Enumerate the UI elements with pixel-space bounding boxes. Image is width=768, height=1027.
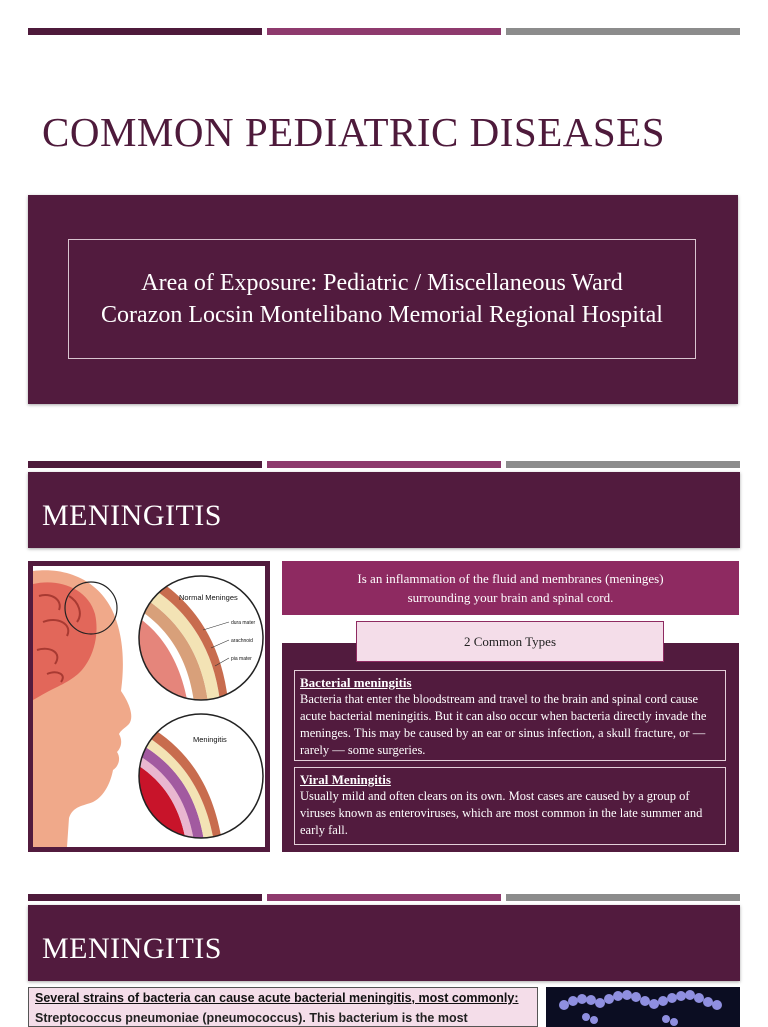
meninges-diagram: [33, 566, 265, 847]
bacterial-title: Bacterial meningitis: [300, 675, 412, 690]
definition-line-1: Is an inflammation of the fluid and membranes (meninges): [357, 571, 664, 586]
exposure-line: Area of Exposure: Pediatric / Miscellaneous Ward: [141, 270, 623, 296]
definition-line-2: surrounding your brain and spinal cord.: [407, 590, 614, 605]
definition-box: [282, 561, 739, 615]
page-title: COMMON PEDIATRIC DISEASES: [42, 109, 666, 155]
bacteria-micrograph: [546, 987, 740, 1027]
viral-text: Usually mild and often clears on its own. Most cases are caused by a group of viruses known as enteroviruses, which are most common in the late summer and early fall.: [300, 789, 703, 837]
accent-bar-magenta: [267, 28, 501, 35]
accent-bar-dark: [28, 461, 262, 468]
meningitis-label: Meningitis: [193, 735, 227, 744]
strains-heading: Several strains of bacteria can cause acute bacterial meningitis, most commonly:: [35, 991, 519, 1005]
meningitis-detail: [133, 710, 265, 847]
strains-box: [28, 987, 538, 1027]
accent-bar-magenta: [267, 461, 501, 468]
normal-meninges-label: Normal Meninges: [179, 593, 238, 602]
dura-label: dura mater: [231, 620, 256, 626]
slide-title: MENINGITIS: [42, 499, 222, 532]
bacteria-image: [546, 987, 740, 1027]
strains-line: Streptococcus pneumoniae (pneumococcus). This bacterium is the most: [35, 1011, 468, 1025]
subtitle-frame: [68, 239, 696, 359]
accent-bar-gray: [506, 894, 740, 901]
meninges-illustration: [28, 561, 270, 852]
types-label: 2 Common Types: [356, 621, 664, 662]
accent-bar-magenta: [267, 894, 501, 901]
viral-title: Viral Meningitis: [300, 772, 391, 787]
viral-type-box: [294, 767, 726, 845]
arachnoid-label: arachnoid: [231, 638, 253, 644]
slide-header: [28, 905, 740, 981]
accent-bar-gray: [506, 461, 740, 468]
slide-title: MENINGITIS: [42, 932, 222, 965]
accent-bar-dark: [28, 28, 262, 35]
accent-bar-gray: [506, 28, 740, 35]
slide-header: [28, 472, 740, 548]
bacterial-type-box: [294, 670, 726, 761]
pia-label: pia mater: [231, 656, 252, 662]
accent-bar-dark: [28, 894, 262, 901]
bacterial-text: Bacteria that enter the bloodstream and travel to the brain and spinal cord cause acute bacterial meningitis. But it can also occur when bacteria directly invade the meninges. This may be caused by an ear or sinus infection, a skull fracture, or — rarely — some surgeries.: [300, 692, 707, 757]
hospital-line: Corazon Locsin Montelibano Memorial Regional Hospital: [101, 302, 663, 328]
